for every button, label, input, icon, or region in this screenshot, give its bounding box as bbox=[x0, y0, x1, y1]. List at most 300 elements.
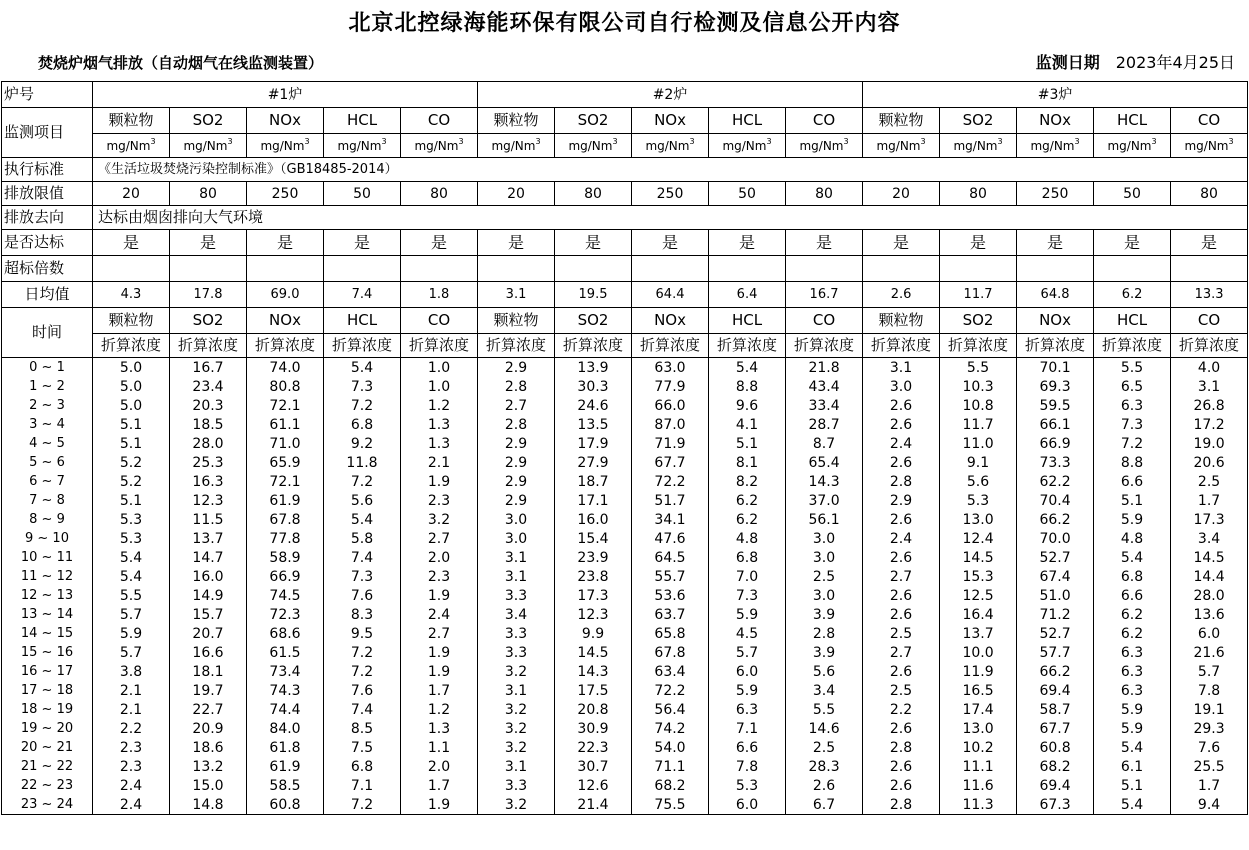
hour-label: 1 ~ 2 bbox=[2, 377, 93, 396]
hour-row bbox=[2, 795, 1248, 815]
hour-value: 8.8 bbox=[1094, 453, 1171, 472]
pollutant-header: NOx bbox=[1017, 108, 1094, 134]
hour-value: 4.0 bbox=[1171, 358, 1248, 378]
hour-value: 2.8 bbox=[478, 377, 555, 396]
hour-value: 6.6 bbox=[1094, 586, 1171, 605]
unit-cell bbox=[555, 134, 632, 158]
unit-cell bbox=[1094, 134, 1171, 158]
daily-avg-value: 19.5 bbox=[555, 282, 632, 308]
hour-value: 7.1 bbox=[709, 719, 786, 738]
limit-value: 80 bbox=[401, 182, 478, 206]
hour-value: 72.2 bbox=[632, 681, 709, 700]
hour-value: 70.1 bbox=[1017, 358, 1094, 378]
hour-value: 3.1 bbox=[478, 757, 555, 776]
hour-value: 18.5 bbox=[170, 415, 247, 434]
hour-value: 13.9 bbox=[555, 358, 632, 378]
hour-value: 1.7 bbox=[1171, 776, 1248, 795]
hour-value: 9.9 bbox=[555, 624, 632, 643]
unit-text: mg/Nm bbox=[260, 138, 305, 153]
destination-label: 排放去向 bbox=[2, 206, 93, 230]
hour-value: 11.9 bbox=[940, 662, 1017, 681]
hour-value: 58.7 bbox=[1017, 700, 1094, 719]
conc-label: 折算浓度 bbox=[632, 334, 709, 358]
hour-value: 6.1 bbox=[1094, 757, 1171, 776]
exceed-row bbox=[2, 256, 1248, 282]
hour-value: 23.9 bbox=[555, 548, 632, 567]
exceed-value bbox=[247, 256, 324, 282]
hour-value: 3.4 bbox=[478, 605, 555, 624]
page-title: 北京北控绿海能环保有限公司自行检测及信息公开内容 bbox=[348, 11, 901, 36]
hour-value: 19.1 bbox=[1171, 700, 1248, 719]
hour-value: 8.3 bbox=[324, 605, 401, 624]
hour-value: 3.1 bbox=[478, 681, 555, 700]
compliance-value: 是 bbox=[940, 230, 1017, 256]
hour-value: 12.5 bbox=[940, 586, 1017, 605]
hour-row bbox=[2, 757, 1248, 776]
hour-label: 15 ~ 16 bbox=[2, 643, 93, 662]
conc-label: 折算浓度 bbox=[324, 334, 401, 358]
hour-value: 6.2 bbox=[1094, 605, 1171, 624]
hour-value: 7.2 bbox=[324, 643, 401, 662]
hour-value: 5.4 bbox=[93, 567, 170, 586]
hour-value: 2.2 bbox=[93, 719, 170, 738]
hour-value: 67.8 bbox=[632, 643, 709, 662]
hour-row bbox=[2, 624, 1248, 643]
hour-value: 58.5 bbox=[247, 776, 324, 795]
hour-value: 16.0 bbox=[555, 510, 632, 529]
daily-avg-value: 17.8 bbox=[170, 282, 247, 308]
hour-value: 1.9 bbox=[401, 586, 478, 605]
daily-avg-value: 11.7 bbox=[940, 282, 1017, 308]
hour-label: 2 ~ 3 bbox=[2, 396, 93, 415]
hour-value: 71.0 bbox=[247, 434, 324, 453]
limit-value: 50 bbox=[1094, 182, 1171, 206]
hour-value: 6.7 bbox=[786, 795, 863, 815]
hour-value: 7.8 bbox=[709, 757, 786, 776]
hour-value: 1.3 bbox=[401, 719, 478, 738]
conc-label: 折算浓度 bbox=[1171, 334, 1248, 358]
hour-value: 2.5 bbox=[1171, 472, 1248, 491]
hour-value: 7.6 bbox=[324, 586, 401, 605]
hour-value: 18.1 bbox=[170, 662, 247, 681]
hour-value: 5.9 bbox=[709, 681, 786, 700]
limit-value: 80 bbox=[170, 182, 247, 206]
hour-value: 13.7 bbox=[940, 624, 1017, 643]
hour-value: 74.5 bbox=[247, 586, 324, 605]
unit-text: mg/Nm bbox=[876, 138, 921, 153]
hour-value: 14.5 bbox=[1171, 548, 1248, 567]
unit-text: mg/Nm bbox=[106, 138, 151, 153]
hour-value: 5.7 bbox=[709, 643, 786, 662]
unit-cell bbox=[170, 134, 247, 158]
hour-value: 4.1 bbox=[709, 415, 786, 434]
hour-value: 60.8 bbox=[247, 795, 324, 815]
unit-text: mg/Nm bbox=[1107, 138, 1152, 153]
hour-value: 7.2 bbox=[324, 472, 401, 491]
hour-value: 5.0 bbox=[93, 377, 170, 396]
hour-label: 7 ~ 8 bbox=[2, 491, 93, 510]
exceed-value bbox=[1017, 256, 1094, 282]
pollutant-header: 颗粒物 bbox=[93, 308, 170, 334]
hour-value: 2.0 bbox=[401, 548, 478, 567]
hour-value: 11.1 bbox=[940, 757, 1017, 776]
hour-value: 3.1 bbox=[863, 358, 940, 378]
hour-value: 73.3 bbox=[1017, 453, 1094, 472]
compliance-value: 是 bbox=[478, 230, 555, 256]
hour-value: 13.6 bbox=[1171, 605, 1248, 624]
hour-value: 2.6 bbox=[863, 396, 940, 415]
hour-value: 64.5 bbox=[632, 548, 709, 567]
hour-value: 9.6 bbox=[709, 396, 786, 415]
hour-value: 7.4 bbox=[324, 548, 401, 567]
hour-value: 30.3 bbox=[555, 377, 632, 396]
hour-value: 5.3 bbox=[93, 529, 170, 548]
hour-value: 1.7 bbox=[401, 776, 478, 795]
conc-label: 折算浓度 bbox=[709, 334, 786, 358]
hour-value: 29.3 bbox=[1171, 719, 1248, 738]
pollutant-header: CO bbox=[1171, 108, 1248, 134]
hour-value: 7.8 bbox=[1171, 681, 1248, 700]
hour-row bbox=[2, 681, 1248, 700]
hour-value: 5.4 bbox=[93, 548, 170, 567]
hour-value: 30.7 bbox=[555, 757, 632, 776]
hour-value: 5.5 bbox=[93, 586, 170, 605]
unit-text: mg/Nm bbox=[1184, 138, 1229, 153]
hour-value: 2.6 bbox=[863, 586, 940, 605]
hour-value: 13.0 bbox=[940, 719, 1017, 738]
hour-value: 1.9 bbox=[401, 472, 478, 491]
limit-label: 排放限值 bbox=[2, 182, 93, 206]
hour-value: 1.0 bbox=[401, 358, 478, 378]
hour-value: 22.3 bbox=[555, 738, 632, 757]
hour-value: 2.9 bbox=[478, 453, 555, 472]
hour-value: 12.3 bbox=[555, 605, 632, 624]
hour-value: 14.7 bbox=[170, 548, 247, 567]
hour-value: 65.8 bbox=[632, 624, 709, 643]
unit-row bbox=[2, 134, 1248, 158]
unit-cell bbox=[709, 134, 786, 158]
hour-value: 3.8 bbox=[93, 662, 170, 681]
exceed-value bbox=[401, 256, 478, 282]
hour-value: 2.5 bbox=[786, 738, 863, 757]
hour-label: 20 ~ 21 bbox=[2, 738, 93, 757]
unit-superscript: 3 bbox=[1228, 136, 1234, 146]
hour-value: 16.7 bbox=[170, 358, 247, 378]
table-subtitle: 焚烧炉烟气排放（自动烟气在线监测装置） bbox=[38, 54, 324, 72]
limit-value: 50 bbox=[709, 182, 786, 206]
hour-value: 6.3 bbox=[709, 700, 786, 719]
hour-value: 73.4 bbox=[247, 662, 324, 681]
hour-value: 8.7 bbox=[786, 434, 863, 453]
hour-value: 55.7 bbox=[632, 567, 709, 586]
hour-value: 1.9 bbox=[401, 643, 478, 662]
hour-row bbox=[2, 643, 1248, 662]
unit-superscript: 3 bbox=[150, 136, 156, 146]
hour-label: 6 ~ 7 bbox=[2, 472, 93, 491]
hour-value: 2.8 bbox=[863, 795, 940, 815]
unit-cell bbox=[1017, 134, 1094, 158]
hour-value: 5.2 bbox=[93, 453, 170, 472]
hour-value: 22.7 bbox=[170, 700, 247, 719]
hour-value: 8.2 bbox=[709, 472, 786, 491]
conc-label: 折算浓度 bbox=[247, 334, 324, 358]
hour-value: 5.7 bbox=[93, 643, 170, 662]
hour-value: 17.2 bbox=[1171, 415, 1248, 434]
hour-value: 71.1 bbox=[632, 757, 709, 776]
hour-value: 80.8 bbox=[247, 377, 324, 396]
pollutant-header: SO2 bbox=[555, 308, 632, 334]
pollutant-header: HCL bbox=[709, 108, 786, 134]
hour-value: 10.2 bbox=[940, 738, 1017, 757]
hour-value: 2.9 bbox=[478, 358, 555, 378]
hour-row bbox=[2, 719, 1248, 738]
hour-value: 7.3 bbox=[1094, 415, 1171, 434]
hour-value: 72.1 bbox=[247, 396, 324, 415]
conc-label: 折算浓度 bbox=[1017, 334, 1094, 358]
exceed-value bbox=[555, 256, 632, 282]
hour-value: 3.2 bbox=[401, 510, 478, 529]
limit-value: 80 bbox=[786, 182, 863, 206]
unit-superscript: 3 bbox=[766, 136, 772, 146]
hour-value: 1.9 bbox=[401, 795, 478, 815]
hour-value: 2.1 bbox=[93, 700, 170, 719]
hour-value: 5.1 bbox=[93, 434, 170, 453]
hour-value: 20.3 bbox=[170, 396, 247, 415]
hour-row bbox=[2, 415, 1248, 434]
unit-text: mg/Nm bbox=[183, 138, 228, 153]
hour-value: 1.3 bbox=[401, 415, 478, 434]
hour-value: 84.0 bbox=[247, 719, 324, 738]
hour-value: 6.6 bbox=[1094, 472, 1171, 491]
limit-value: 80 bbox=[1171, 182, 1248, 206]
unit-cell bbox=[940, 134, 1017, 158]
hour-label: 5 ~ 6 bbox=[2, 453, 93, 472]
hour-value: 34.1 bbox=[632, 510, 709, 529]
hour-label: 12 ~ 13 bbox=[2, 586, 93, 605]
conc-label-row bbox=[2, 334, 1248, 358]
hour-value: 3.0 bbox=[863, 377, 940, 396]
unit-text: mg/Nm bbox=[953, 138, 998, 153]
hour-label: 14 ~ 15 bbox=[2, 624, 93, 643]
hour-value: 2.5 bbox=[786, 567, 863, 586]
hour-value: 6.8 bbox=[324, 415, 401, 434]
pollutant-header: NOx bbox=[1017, 308, 1094, 334]
hour-row bbox=[2, 472, 1248, 491]
hour-row bbox=[2, 662, 1248, 681]
pollutant-header: HCL bbox=[324, 108, 401, 134]
hour-value: 6.0 bbox=[1171, 624, 1248, 643]
furnace-label: 炉号 bbox=[2, 82, 93, 108]
limit-value: 250 bbox=[632, 182, 709, 206]
compliance-value: 是 bbox=[709, 230, 786, 256]
hour-value: 2.7 bbox=[863, 643, 940, 662]
hour-value: 6.2 bbox=[1094, 624, 1171, 643]
unit-cell bbox=[401, 134, 478, 158]
hour-value: 12.4 bbox=[940, 529, 1017, 548]
hour-row bbox=[2, 358, 1248, 378]
pollutant-row bbox=[2, 108, 1248, 134]
date-label: 监测日期 bbox=[1035, 53, 1100, 72]
exceed-value bbox=[786, 256, 863, 282]
hour-value: 3.2 bbox=[478, 662, 555, 681]
hour-value: 2.3 bbox=[401, 491, 478, 510]
hour-label: 9 ~ 10 bbox=[2, 529, 93, 548]
hour-value: 61.9 bbox=[247, 757, 324, 776]
conc-label: 折算浓度 bbox=[1094, 334, 1171, 358]
hour-value: 7.3 bbox=[324, 567, 401, 586]
hour-value: 67.7 bbox=[1017, 719, 1094, 738]
daily-avg-value: 16.7 bbox=[786, 282, 863, 308]
hour-value: 2.4 bbox=[93, 795, 170, 815]
limit-value: 250 bbox=[247, 182, 324, 206]
hour-value: 14.5 bbox=[555, 643, 632, 662]
exceed-value bbox=[709, 256, 786, 282]
hour-value: 24.6 bbox=[555, 396, 632, 415]
unit-cell bbox=[632, 134, 709, 158]
hour-value: 13.0 bbox=[940, 510, 1017, 529]
hour-value: 21.6 bbox=[1171, 643, 1248, 662]
compliance-value: 是 bbox=[324, 230, 401, 256]
unit-superscript: 3 bbox=[920, 136, 926, 146]
hour-value: 11.6 bbox=[940, 776, 1017, 795]
hour-value: 6.8 bbox=[1094, 567, 1171, 586]
hour-value: 5.9 bbox=[1094, 700, 1171, 719]
hour-value: 20.8 bbox=[555, 700, 632, 719]
hour-value: 13.5 bbox=[555, 415, 632, 434]
hour-value: 1.7 bbox=[401, 681, 478, 700]
hour-value: 28.0 bbox=[1171, 586, 1248, 605]
hour-value: 13.2 bbox=[170, 757, 247, 776]
daily-avg-value: 64.4 bbox=[632, 282, 709, 308]
hour-value: 56.1 bbox=[786, 510, 863, 529]
hour-value: 66.2 bbox=[1017, 662, 1094, 681]
unit-superscript: 3 bbox=[381, 136, 387, 146]
hour-value: 5.1 bbox=[709, 434, 786, 453]
pollutant-header: CO bbox=[1171, 308, 1248, 334]
hour-value: 5.4 bbox=[1094, 548, 1171, 567]
unit-text: mg/Nm bbox=[1030, 138, 1075, 153]
hour-value: 7.2 bbox=[324, 396, 401, 415]
hour-label: 17 ~ 18 bbox=[2, 681, 93, 700]
hour-value: 87.0 bbox=[632, 415, 709, 434]
lower-pollutant-row bbox=[2, 308, 1248, 334]
hour-value: 2.2 bbox=[863, 700, 940, 719]
unit-text: mg/Nm bbox=[414, 138, 459, 153]
unit-superscript: 3 bbox=[1074, 136, 1080, 146]
daily-avg-value: 13.3 bbox=[1171, 282, 1248, 308]
hour-value: 2.4 bbox=[93, 776, 170, 795]
hour-value: 2.8 bbox=[786, 624, 863, 643]
furnace-header: #2炉 bbox=[478, 82, 863, 108]
hour-value: 6.3 bbox=[1094, 643, 1171, 662]
hour-value: 17.3 bbox=[1171, 510, 1248, 529]
hour-value: 7.6 bbox=[324, 681, 401, 700]
hour-value: 9.4 bbox=[1171, 795, 1248, 815]
hour-value: 69.4 bbox=[1017, 681, 1094, 700]
hour-value: 3.9 bbox=[786, 605, 863, 624]
hour-value: 2.3 bbox=[93, 757, 170, 776]
hour-value: 5.8 bbox=[324, 529, 401, 548]
daily-avg-label: 日均值 bbox=[2, 282, 93, 308]
hour-value: 5.1 bbox=[1094, 776, 1171, 795]
hour-value: 28.3 bbox=[786, 757, 863, 776]
hour-value: 7.2 bbox=[1094, 434, 1171, 453]
hour-value: 3.1 bbox=[478, 548, 555, 567]
hour-value: 61.8 bbox=[247, 738, 324, 757]
hour-value: 2.4 bbox=[401, 605, 478, 624]
hour-value: 1.0 bbox=[401, 377, 478, 396]
hour-value: 7.5 bbox=[324, 738, 401, 757]
limit-value: 20 bbox=[93, 182, 170, 206]
hour-value: 2.6 bbox=[786, 776, 863, 795]
hour-value: 5.5 bbox=[786, 700, 863, 719]
hour-value: 14.9 bbox=[170, 586, 247, 605]
hour-value: 47.6 bbox=[632, 529, 709, 548]
hour-value: 20.7 bbox=[170, 624, 247, 643]
pollutant-header: HCL bbox=[324, 308, 401, 334]
hour-value: 53.6 bbox=[632, 586, 709, 605]
hour-value: 3.3 bbox=[478, 586, 555, 605]
hour-value: 11.8 bbox=[324, 453, 401, 472]
hour-value: 20.6 bbox=[1171, 453, 1248, 472]
hour-value: 17.1 bbox=[555, 491, 632, 510]
hour-value: 6.5 bbox=[1094, 377, 1171, 396]
unit-superscript: 3 bbox=[1151, 136, 1157, 146]
hour-value: 25.3 bbox=[170, 453, 247, 472]
hour-value: 9.5 bbox=[324, 624, 401, 643]
hour-value: 57.7 bbox=[1017, 643, 1094, 662]
hour-value: 8.1 bbox=[709, 453, 786, 472]
hour-value: 67.7 bbox=[632, 453, 709, 472]
hour-value: 6.3 bbox=[1094, 681, 1171, 700]
hour-value: 15.4 bbox=[555, 529, 632, 548]
hour-value: 3.0 bbox=[478, 529, 555, 548]
unit-superscript: 3 bbox=[997, 136, 1003, 146]
pollutant-header: 颗粒物 bbox=[478, 108, 555, 134]
hour-value: 2.0 bbox=[401, 757, 478, 776]
hour-value: 2.9 bbox=[478, 491, 555, 510]
hour-value: 7.0 bbox=[709, 567, 786, 586]
destination-row bbox=[2, 206, 1248, 230]
hour-value: 6.2 bbox=[709, 491, 786, 510]
hour-value: 5.0 bbox=[93, 358, 170, 378]
hour-value: 74.3 bbox=[247, 681, 324, 700]
exceed-value bbox=[632, 256, 709, 282]
hour-value: 6.0 bbox=[709, 662, 786, 681]
compliance-value: 是 bbox=[1094, 230, 1171, 256]
conc-label: 折算浓度 bbox=[940, 334, 1017, 358]
hour-value: 6.2 bbox=[709, 510, 786, 529]
unit-superscript: 3 bbox=[304, 136, 310, 146]
hour-value: 3.2 bbox=[478, 795, 555, 815]
hour-value: 61.9 bbox=[247, 491, 324, 510]
hour-value: 2.7 bbox=[863, 567, 940, 586]
hour-value: 3.1 bbox=[478, 567, 555, 586]
unit-text: mg/Nm bbox=[568, 138, 613, 153]
hour-row bbox=[2, 529, 1248, 548]
hour-label: 3 ~ 4 bbox=[2, 415, 93, 434]
compliance-value: 是 bbox=[863, 230, 940, 256]
hour-value: 17.3 bbox=[555, 586, 632, 605]
exceed-value bbox=[93, 256, 170, 282]
hour-value: 23.8 bbox=[555, 567, 632, 586]
hour-row bbox=[2, 776, 1248, 795]
hour-label: 0 ~ 1 bbox=[2, 358, 93, 378]
conc-label: 折算浓度 bbox=[170, 334, 247, 358]
pollutant-header: CO bbox=[786, 308, 863, 334]
hour-value: 72.1 bbox=[247, 472, 324, 491]
hour-value: 5.6 bbox=[786, 662, 863, 681]
